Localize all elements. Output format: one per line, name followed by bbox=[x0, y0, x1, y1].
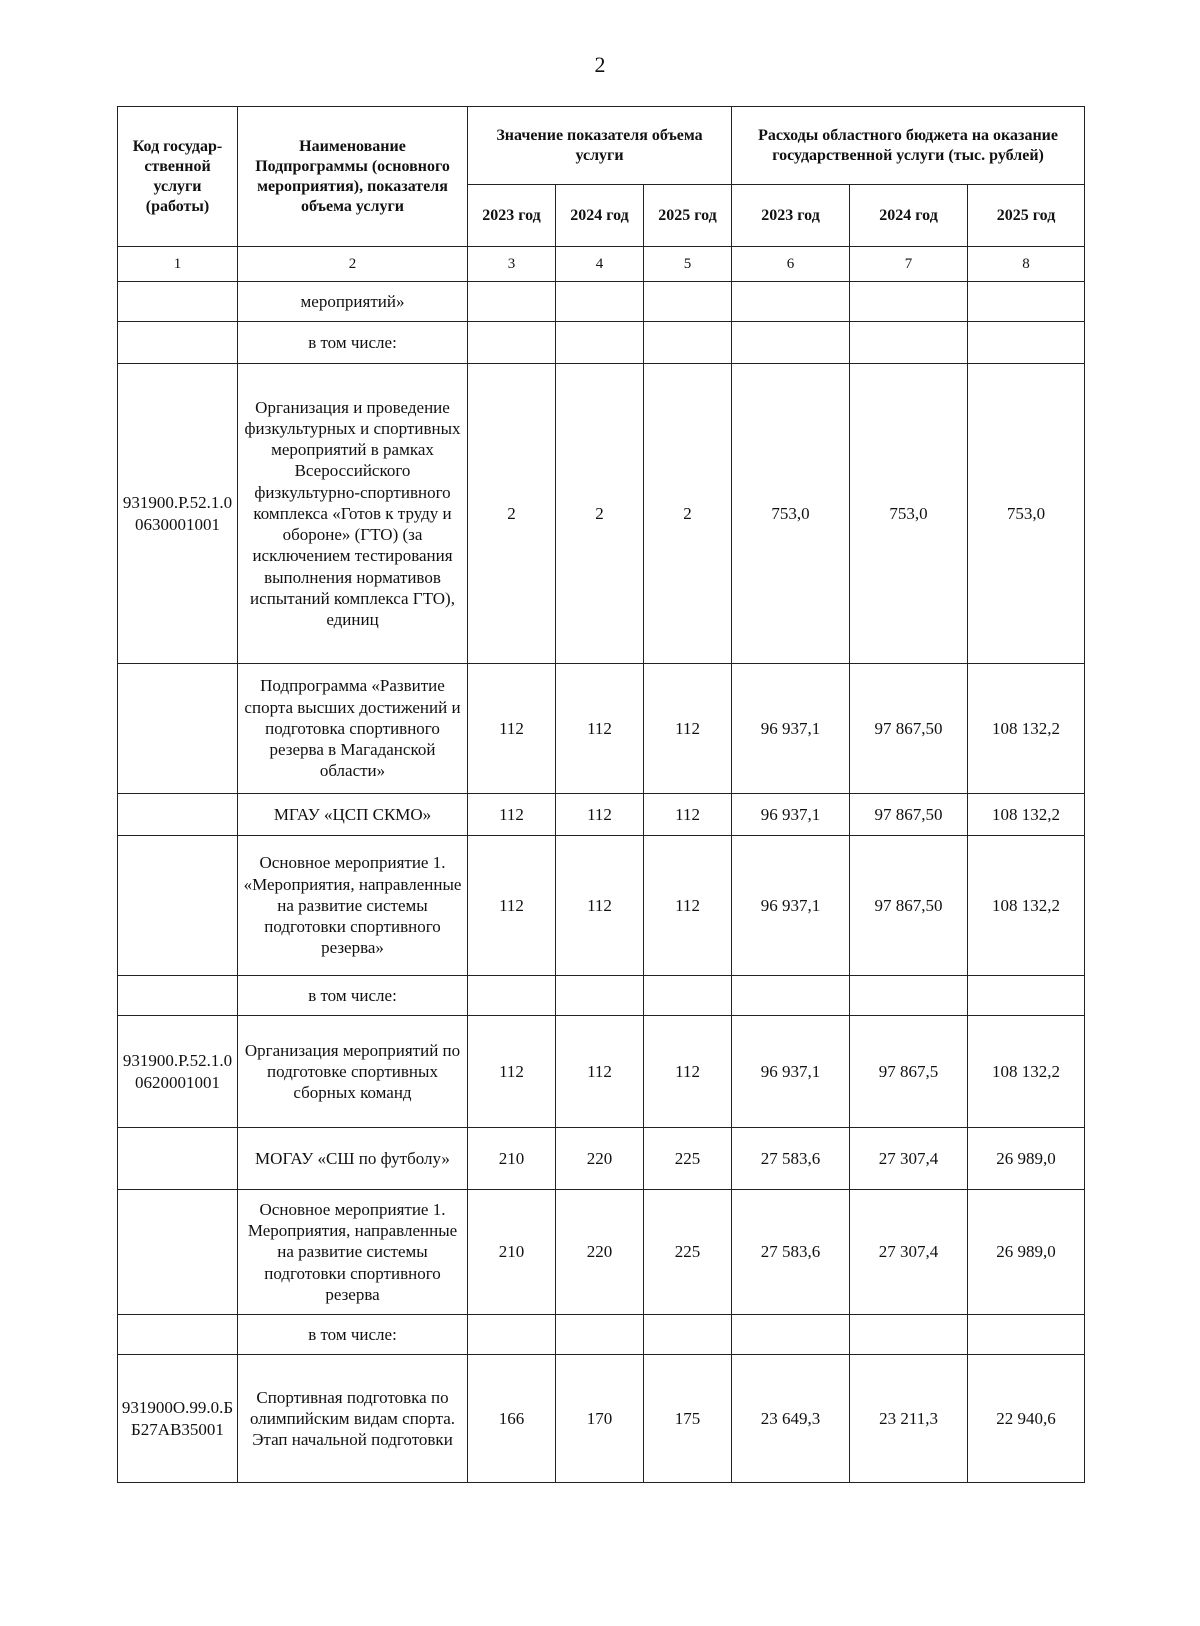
service-name-cell: Основное мероприятие 1. Мероприятия, направленные на развитие системы подготовки спортивного резерва bbox=[238, 1190, 468, 1315]
service-code-cell bbox=[118, 322, 238, 364]
expense-2023-cell: 96 937,1 bbox=[732, 664, 850, 794]
expense-2025-cell: 26 989,0 bbox=[968, 1128, 1085, 1190]
volume-2024-cell: 112 bbox=[556, 664, 644, 794]
volume-2023-cell: 2 bbox=[468, 364, 556, 664]
volume-2025-cell: 112 bbox=[644, 1016, 732, 1128]
service-code-cell: 931900О.99.0.ББ27АВ35001 bbox=[118, 1355, 238, 1483]
service-name-cell: Спортивная подготовка по олимпийским видам спорта. Этап начальной подготовки bbox=[238, 1355, 468, 1483]
service-name-cell: Подпрограмма «Развитие спорта высших достижений и подготовка спортивного резерва в Магаданской области» bbox=[238, 664, 468, 794]
expense-2024-cell: 753,0 bbox=[850, 364, 968, 664]
expense-2025-cell bbox=[968, 282, 1085, 322]
header-year: 2025 год bbox=[968, 185, 1085, 247]
expense-2023-cell: 27 583,6 bbox=[732, 1128, 850, 1190]
volume-2023-cell: 112 bbox=[468, 836, 556, 976]
expense-2023-cell: 23 649,3 bbox=[732, 1355, 850, 1483]
service-code-cell bbox=[118, 664, 238, 794]
header-code: Код государ-ственной услуги (работы) bbox=[118, 107, 238, 247]
expense-2025-cell: 108 132,2 bbox=[968, 664, 1085, 794]
volume-2025-cell: 112 bbox=[644, 794, 732, 836]
volume-2024-cell: 112 bbox=[556, 794, 644, 836]
expense-2025-cell bbox=[968, 1315, 1085, 1355]
expense-2023-cell bbox=[732, 322, 850, 364]
service-name-cell: Организация мероприятий по подготовке спортивных сборных команд bbox=[238, 1016, 468, 1128]
column-index: 2 bbox=[238, 247, 468, 282]
expense-2023-cell: 753,0 bbox=[732, 364, 850, 664]
column-index: 7 bbox=[850, 247, 968, 282]
expense-2023-cell: 96 937,1 bbox=[732, 836, 850, 976]
volume-2023-cell: 210 bbox=[468, 1190, 556, 1315]
volume-2024-cell: 112 bbox=[556, 836, 644, 976]
volume-2023-cell bbox=[468, 322, 556, 364]
volume-2024-cell bbox=[556, 282, 644, 322]
expense-2025-cell bbox=[968, 976, 1085, 1016]
service-name-cell: Организация и проведение физкультурных и спортивных мероприятий в рамках Всероссийского физкультурно-спортивного комплекса «Готов к труду и обороне» (ГТО) (за исключением тестирования выполнения нормативов испытаний комплекса ГТО), единиц bbox=[238, 364, 468, 664]
service-name-cell: мероприятий» bbox=[238, 282, 468, 322]
column-index: 4 bbox=[556, 247, 644, 282]
volume-2023-cell: 112 bbox=[468, 1016, 556, 1128]
service-code-cell: 931900.Р.52.1.00630001001 bbox=[118, 364, 238, 664]
expense-2024-cell: 27 307,4 bbox=[850, 1190, 968, 1315]
volume-2024-cell: 2 bbox=[556, 364, 644, 664]
expense-2024-cell: 97 867,50 bbox=[850, 664, 968, 794]
header-year: 2023 год bbox=[468, 185, 556, 247]
volume-2025-cell bbox=[644, 976, 732, 1016]
table-row bbox=[118, 364, 1085, 664]
service-code-cell bbox=[118, 976, 238, 1016]
column-index: 1 bbox=[118, 247, 238, 282]
table-row bbox=[118, 1190, 1085, 1315]
budget-table bbox=[117, 106, 1085, 1483]
expense-2024-cell bbox=[850, 976, 968, 1016]
table-row bbox=[118, 976, 1085, 1016]
column-index: 8 bbox=[968, 247, 1085, 282]
volume-2024-cell: 112 bbox=[556, 1016, 644, 1128]
volume-2023-cell bbox=[468, 976, 556, 1016]
expense-2024-cell bbox=[850, 1315, 968, 1355]
column-index: 6 bbox=[732, 247, 850, 282]
service-code-cell: 931900.Р.52.1.00620001001 bbox=[118, 1016, 238, 1128]
service-code-cell bbox=[118, 282, 238, 322]
expense-2024-cell: 97 867,50 bbox=[850, 836, 968, 976]
table-body bbox=[118, 282, 1085, 1483]
header-name: Наименование Подпрограммы (основного мероприятия), показателя объема услуги bbox=[238, 107, 468, 247]
expense-2023-cell bbox=[732, 282, 850, 322]
service-name-cell: в том числе: bbox=[238, 322, 468, 364]
expense-2024-cell: 97 867,5 bbox=[850, 1016, 968, 1128]
service-name-cell: в том числе: bbox=[238, 1315, 468, 1355]
volume-2025-cell bbox=[644, 322, 732, 364]
volume-2025-cell: 225 bbox=[644, 1128, 732, 1190]
service-name-cell: МГАУ «ЦСП СКМО» bbox=[238, 794, 468, 836]
expense-2024-cell bbox=[850, 322, 968, 364]
volume-2025-cell bbox=[644, 1315, 732, 1355]
expense-2024-cell: 97 867,50 bbox=[850, 794, 968, 836]
service-name-cell: МОГАУ «СШ по футболу» bbox=[238, 1128, 468, 1190]
expense-2025-cell: 108 132,2 bbox=[968, 1016, 1085, 1128]
volume-2023-cell: 112 bbox=[468, 794, 556, 836]
volume-2025-cell: 112 bbox=[644, 664, 732, 794]
volume-2023-cell: 166 bbox=[468, 1355, 556, 1483]
expense-2024-cell: 23 211,3 bbox=[850, 1355, 968, 1483]
volume-2023-cell bbox=[468, 282, 556, 322]
expense-2023-cell: 27 583,6 bbox=[732, 1190, 850, 1315]
column-index: 5 bbox=[644, 247, 732, 282]
expense-2023-cell bbox=[732, 1315, 850, 1355]
service-name-cell: Основное мероприятие 1. «Мероприятия, направленные на развитие системы подготовки спортивного резерва» bbox=[238, 836, 468, 976]
volume-2024-cell bbox=[556, 1315, 644, 1355]
volume-2025-cell bbox=[644, 282, 732, 322]
header-year: 2023 год bbox=[732, 185, 850, 247]
table-row bbox=[118, 1016, 1085, 1128]
expense-2025-cell: 108 132,2 bbox=[968, 794, 1085, 836]
expense-2024-cell bbox=[850, 282, 968, 322]
service-code-cell bbox=[118, 1315, 238, 1355]
column-index: 3 bbox=[468, 247, 556, 282]
expense-2025-cell bbox=[968, 322, 1085, 364]
volume-2025-cell: 2 bbox=[644, 364, 732, 664]
service-code-cell bbox=[118, 1190, 238, 1315]
volume-2024-cell bbox=[556, 976, 644, 1016]
volume-2024-cell: 220 bbox=[556, 1128, 644, 1190]
expense-2025-cell: 753,0 bbox=[968, 364, 1085, 664]
header-year: 2024 год bbox=[850, 185, 968, 247]
volume-2023-cell: 112 bbox=[468, 664, 556, 794]
table-row bbox=[118, 322, 1085, 364]
volume-2023-cell: 210 bbox=[468, 1128, 556, 1190]
table-row bbox=[118, 1315, 1085, 1355]
table-row bbox=[118, 794, 1085, 836]
expense-2025-cell: 108 132,2 bbox=[968, 836, 1085, 976]
header-volume: Значение показателя объема услуги bbox=[468, 107, 732, 185]
service-code-cell bbox=[118, 836, 238, 976]
table-row bbox=[118, 664, 1085, 794]
service-name-cell: в том числе: bbox=[238, 976, 468, 1016]
table-row bbox=[118, 836, 1085, 976]
service-code-cell bbox=[118, 1128, 238, 1190]
volume-2025-cell: 225 bbox=[644, 1190, 732, 1315]
service-code-cell bbox=[118, 794, 238, 836]
table-row bbox=[118, 1355, 1085, 1483]
expense-2025-cell: 22 940,6 bbox=[968, 1355, 1085, 1483]
volume-2024-cell: 220 bbox=[556, 1190, 644, 1315]
header-expenses: Расходы областного бюджета на оказание государственной услуги (тыс. рублей) bbox=[732, 107, 1085, 185]
volume-2025-cell: 112 bbox=[644, 836, 732, 976]
volume-2025-cell: 175 bbox=[644, 1355, 732, 1483]
expense-2024-cell: 27 307,4 bbox=[850, 1128, 968, 1190]
table-row bbox=[118, 282, 1085, 322]
volume-2023-cell bbox=[468, 1315, 556, 1355]
expense-2023-cell: 96 937,1 bbox=[732, 1016, 850, 1128]
page-number: 2 bbox=[594, 52, 606, 77]
expense-2023-cell bbox=[732, 976, 850, 1016]
expense-2025-cell: 26 989,0 bbox=[968, 1190, 1085, 1315]
header-year: 2025 год bbox=[644, 185, 732, 247]
volume-2024-cell bbox=[556, 322, 644, 364]
volume-2024-cell: 170 bbox=[556, 1355, 644, 1483]
header-year: 2024 год bbox=[556, 185, 644, 247]
table-row bbox=[118, 1128, 1085, 1190]
expense-2023-cell: 96 937,1 bbox=[732, 794, 850, 836]
